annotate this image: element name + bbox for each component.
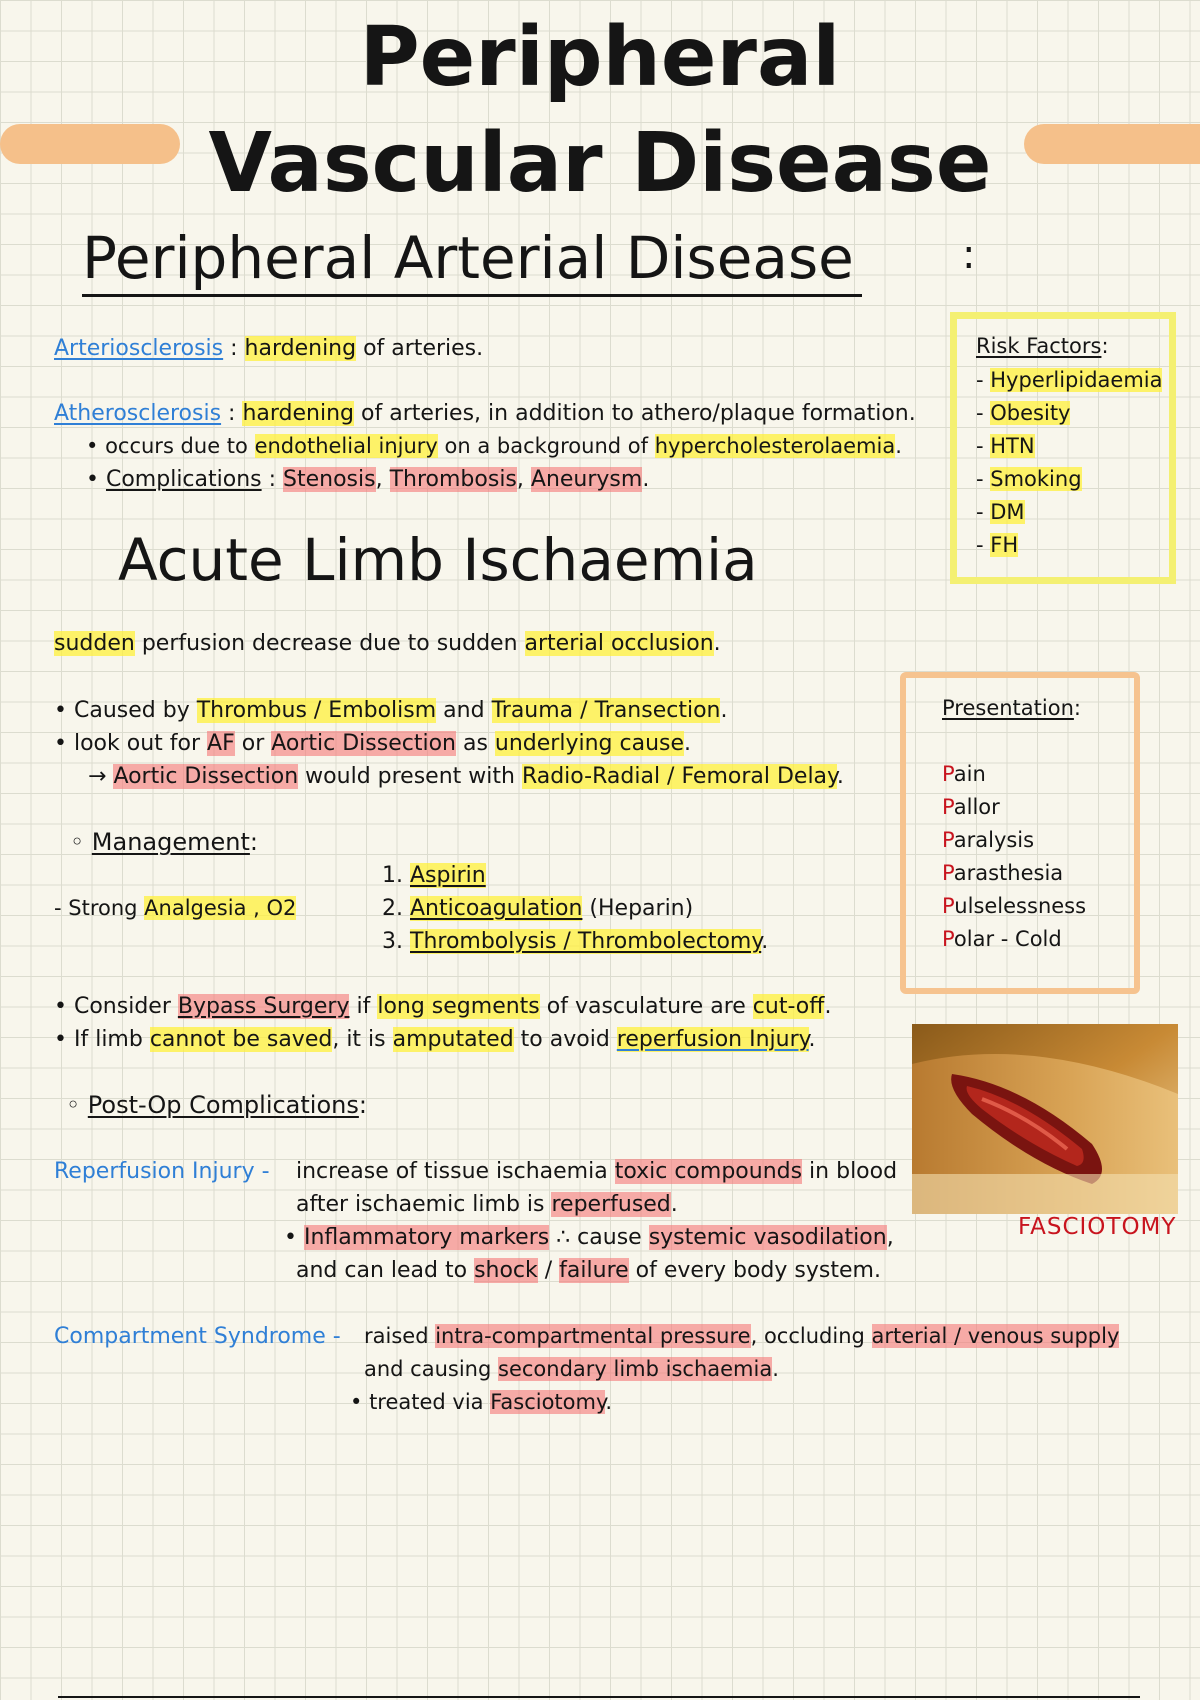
hl-intra-compartmental-pressure: intra-compartmental pressure <box>435 1324 751 1348</box>
text: if <box>349 994 378 1019</box>
text: of vasculature are <box>539 994 753 1019</box>
photo-caption: FASCIOTOMY <box>1018 1214 1177 1240</box>
initial-letter: P <box>942 927 954 951</box>
hl-secondary-limb-ischaemia: secondary limb ischaemia <box>498 1357 773 1381</box>
colon: : <box>1073 696 1081 720</box>
hl-systemic-vasodilation: systemic vasodilation <box>648 1225 887 1250</box>
initial-letter: P <box>942 861 954 885</box>
hl-hardening: hardening <box>244 336 357 361</box>
colon: : <box>1101 334 1109 358</box>
text: raised <box>364 1324 436 1348</box>
bullet: • <box>350 1390 370 1414</box>
risk-factor-item: - HTN <box>976 434 1035 458</box>
reperfusion-line-2 <box>296 1188 678 1221</box>
text: . <box>684 731 692 756</box>
bullet: • <box>86 467 106 492</box>
risk-factor-text: HTN <box>990 434 1035 458</box>
step-extra: (Heparin) <box>582 896 694 921</box>
text: / <box>537 1258 560 1283</box>
risk-factor-item: - Hyperlipidaemia <box>976 368 1163 392</box>
bullet: • <box>284 1225 304 1250</box>
text: and <box>436 698 492 723</box>
text: and causing <box>364 1357 498 1381</box>
presentation-item <box>942 791 1000 824</box>
text: , it is <box>332 1027 393 1052</box>
text: treated via <box>369 1390 491 1414</box>
hl-underlying-cause: underlying cause <box>494 731 685 756</box>
step-extra: . <box>761 929 769 954</box>
management-step <box>382 859 486 892</box>
text: would present with <box>298 764 522 789</box>
initial-letter: P <box>942 795 954 819</box>
label-complications: Complications <box>105 467 262 492</box>
complications-line <box>86 463 649 496</box>
hl-shock: shock <box>474 1258 538 1283</box>
text: as <box>455 731 495 756</box>
ali-definition <box>54 627 721 660</box>
hl-cut-off: cut-off <box>752 994 825 1019</box>
dash: - <box>325 1324 341 1349</box>
step-num: 3. <box>382 929 403 954</box>
initial-letter: P <box>942 828 954 852</box>
hl-endothelial-injury: endothelial injury <box>254 434 438 458</box>
text: of every body system. <box>628 1258 881 1283</box>
risk-factor-text: FH <box>990 533 1019 557</box>
occurs-line <box>86 430 902 463</box>
colon: : <box>249 828 258 856</box>
term-arteriosclerosis: Arteriosclerosis <box>54 336 224 361</box>
risk-factors-title-text: Risk Factors <box>976 334 1102 358</box>
hl-af: AF <box>207 731 235 756</box>
hl-aortic-dissection: Aortic Dissection <box>113 764 299 789</box>
hl-trauma-transection: Trauma / Transection <box>491 698 721 723</box>
text: If limb <box>73 1027 150 1052</box>
hl-arterial-occlusion: arterial occlusion <box>524 631 714 656</box>
hl-radio-radial-delay: Radio-Radial / Femoral Delay <box>521 764 837 789</box>
text: occurs due to <box>105 434 255 458</box>
risk-factor-item: - FH <box>976 533 1019 557</box>
risk-factor-item: - Obesity <box>976 401 1071 425</box>
compartment-line-2 <box>364 1353 779 1386</box>
hl-hypercholesterolaemia: hypercholesterolaemia <box>654 434 896 458</box>
text: ∴ cause <box>549 1225 649 1250</box>
risk-factor-text: Smoking <box>990 467 1082 491</box>
bullet: ◦ <box>66 1091 88 1119</box>
item-rest: allor <box>953 795 1000 819</box>
hl-analgesia-o2: Analgesia , O2 <box>144 896 297 920</box>
initial-letter: P <box>942 894 955 918</box>
end: . <box>642 467 650 492</box>
text: . <box>836 764 844 789</box>
hl-reperfused: reperfused <box>551 1192 671 1217</box>
item-rest: ulselessness <box>954 894 1087 918</box>
term-compartment-syndrome: Compartment Syndrome <box>54 1324 326 1349</box>
consider-line <box>54 990 831 1023</box>
aortic-dissection-line <box>88 760 844 793</box>
text: or <box>234 731 272 756</box>
text: in blood <box>802 1159 898 1184</box>
fasciotomy-photo <box>912 1024 1178 1214</box>
hl-failure: failure <box>559 1258 629 1283</box>
bullet: • <box>54 731 74 756</box>
risk-factor-text: Hyperlipidaemia <box>990 368 1163 392</box>
text: increase of tissue ischaemia <box>296 1159 615 1184</box>
item-rest: ain <box>953 762 986 786</box>
bullet: ◦ <box>70 828 92 856</box>
text: Strong <box>68 896 145 920</box>
text: . <box>670 1192 678 1217</box>
text: after ischaemic limb is <box>296 1192 552 1217</box>
hl-thrombosis: Thrombosis <box>389 467 517 492</box>
step-text: Aspirin <box>410 863 486 888</box>
compartment-line-3 <box>350 1386 612 1419</box>
postop-text: Post-Op Complications <box>87 1091 359 1119</box>
hl-amputated: amputated <box>392 1027 514 1052</box>
item-rest: arasthesia <box>953 861 1064 885</box>
risk-factor-text: Obesity <box>990 401 1071 425</box>
sep: : <box>261 467 284 492</box>
text: . <box>895 434 902 458</box>
risk-factor-item: - Smoking <box>976 467 1082 491</box>
management-label <box>70 826 258 859</box>
if-limb-line <box>54 1023 816 1056</box>
management-step <box>382 892 693 925</box>
reperfusion-term <box>54 1155 270 1188</box>
hl-long-segments: long segments <box>377 994 540 1019</box>
text: of arteries, in addition to athero/plaque formation. <box>354 401 916 426</box>
bullet: • <box>54 994 74 1019</box>
sep: : <box>221 401 243 426</box>
compartment-line-1 <box>364 1320 1119 1353</box>
management-step <box>382 925 768 958</box>
text: and can lead to <box>296 1258 475 1283</box>
lookout-line <box>54 727 691 760</box>
risk-factor-item: - DM <box>976 500 1025 524</box>
text: . <box>824 994 832 1019</box>
text: look out for <box>73 731 208 756</box>
hl-toxic-compounds: toxic compounds <box>614 1159 803 1184</box>
term-atherosclerosis: Atherosclerosis <box>54 401 222 426</box>
reperfusion-line-1 <box>296 1155 897 1188</box>
section-heading-pad: Peripheral Arterial Disease <box>82 222 862 297</box>
section-heading-ali: Acute Limb Ischaemia <box>118 526 758 594</box>
step-text: Thrombolysis / Thrombolectomy <box>410 929 762 954</box>
hl-aortic-dissection: Aortic Dissection <box>271 731 456 756</box>
text: . <box>713 631 721 656</box>
dash: - <box>254 1159 270 1184</box>
hl-sudden: sudden <box>54 631 135 656</box>
text: . <box>720 698 728 723</box>
management-text: Management <box>91 828 250 856</box>
compartment-term <box>54 1320 341 1353</box>
bullet: • <box>54 698 74 723</box>
text: . <box>772 1357 779 1381</box>
atherosclerosis-line <box>54 397 916 430</box>
risk-factors-title <box>976 330 1109 363</box>
dash: - <box>54 896 69 920</box>
hl-aneurysm: Aneurysm <box>530 467 643 492</box>
item-rest: aralysis <box>953 828 1035 852</box>
section-heading-colon: : <box>962 232 976 278</box>
initial-letter: P <box>942 762 954 786</box>
arteriosclerosis-line <box>54 332 483 365</box>
bullet: • <box>54 1027 74 1052</box>
item-rest: olar - Cold <box>953 927 1062 951</box>
step-text: Anticoagulation <box>410 896 583 921</box>
step-num: 2. <box>382 896 403 921</box>
text: Caused by <box>73 698 197 723</box>
hl-thrombus-embolism: Thrombus / Embolism <box>196 698 437 723</box>
presentation-title <box>942 692 1081 725</box>
presentation-item <box>942 890 1086 923</box>
strong-analgesia <box>54 892 296 925</box>
text: . <box>605 1390 613 1414</box>
hl-bypass-surgery: Bypass Surgery <box>177 994 350 1019</box>
term-reperfusion-injury: Reperfusion Injury <box>54 1159 255 1184</box>
text: Consider <box>73 994 178 1019</box>
text: , <box>886 1225 894 1250</box>
hl-cannot-be-saved: cannot be saved <box>149 1027 333 1052</box>
caused-by-line <box>54 694 727 727</box>
sep: : <box>223 336 245 361</box>
presentation-item <box>942 857 1063 890</box>
presentation-item <box>942 824 1034 857</box>
reperfusion-line-4 <box>296 1254 881 1287</box>
hl-fasciotomy: Fasciotomy <box>490 1390 606 1414</box>
arrow-icon: → <box>88 764 107 789</box>
hl-arterial-venous-supply: arterial / venous supply <box>871 1324 1120 1348</box>
text: perfusion decrease due to sudden <box>134 631 525 656</box>
text: of arteries. <box>356 336 484 361</box>
colon: : <box>358 1091 367 1119</box>
risk-factor-text: DM <box>990 500 1025 524</box>
bullet: • <box>86 434 106 458</box>
step-num: 1. <box>382 863 403 888</box>
presentation-item <box>942 923 1062 956</box>
page-title-line-1: Peripheral <box>359 10 841 105</box>
text: on a background of <box>437 434 655 458</box>
postop-label <box>66 1089 367 1122</box>
hl-stenosis: Stenosis <box>283 467 376 492</box>
text: , occluding <box>750 1324 872 1348</box>
hl-reperfusion-injury: reperfusion Injury <box>616 1027 809 1052</box>
presentation-title-text: Presentation <box>942 696 1074 720</box>
reperfusion-line-3 <box>284 1221 894 1254</box>
fasciotomy-wound-image <box>912 1024 1178 1214</box>
bottom-rule <box>58 1696 1140 1698</box>
comma: , <box>516 467 531 492</box>
presentation-item <box>942 758 986 791</box>
text: . <box>808 1027 816 1052</box>
comma: , <box>375 467 390 492</box>
hl-inflammatory-markers: Inflammatory markers <box>303 1225 550 1250</box>
page-title-line-2: Vascular Disease <box>208 116 992 211</box>
text: to avoid <box>513 1027 617 1052</box>
hl-hardening: hardening <box>242 401 355 426</box>
